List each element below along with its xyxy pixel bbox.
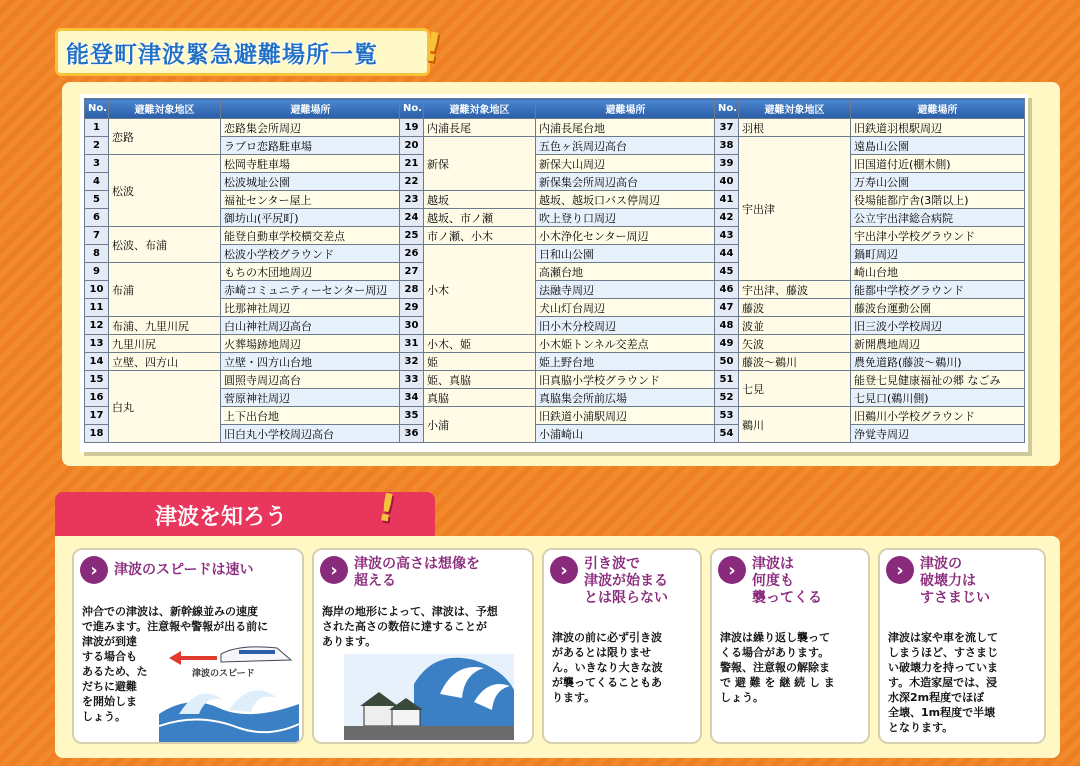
evacuation-place: 白山神社周辺高台 [221, 317, 401, 335]
arrow-right-icon: › [80, 556, 108, 584]
evacuation-place: 姫上野台地 [536, 353, 716, 371]
row-number: 41 [715, 191, 739, 209]
table-header-place: 避難場所 [851, 99, 1025, 119]
evacuation-place: 赤崎コミュニティーセンター周辺 [221, 281, 401, 299]
card-heading-row [886, 556, 1038, 607]
card-body: 沖合での津波は、新幹線並みの速度 で進みます。注意報や警報が出る前に 津波が到達 する場合も あるため、た だちに避難 を開始しま しょう。 [82, 605, 269, 723]
target-area: 布浦 [109, 263, 221, 317]
table-header-area: 避難対象地区 [424, 99, 536, 119]
evacuation-place: 上下出台地 [221, 407, 401, 425]
table-row [715, 137, 1025, 155]
row-number: 47 [715, 299, 739, 317]
row-number: 36 [400, 425, 424, 443]
card-illustration-caption: 津波のスピード [192, 669, 255, 679]
row-number: 28 [400, 281, 424, 299]
row-number: 2 [85, 137, 109, 155]
row-number: 25 [400, 227, 424, 245]
card-body: 津波は繰り返し襲って くる場合があります。 警報、注意報の解除ま で 避 難 を 継 続 し ま しょう。 [720, 631, 835, 704]
evacuation-place: 新開農地周辺 [851, 335, 1025, 353]
evacuation-place: 浄覚寺周辺 [851, 425, 1025, 443]
table-row [85, 119, 401, 137]
row-number: 22 [400, 173, 424, 191]
row-number: 17 [85, 407, 109, 425]
evacuation-place: 旧鵜川小学校グラウンド [851, 407, 1025, 425]
row-number: 42 [715, 209, 739, 227]
evacuation-place: 内浦長尾台地 [536, 119, 716, 137]
table-header-no: No. [85, 99, 109, 119]
row-number: 12 [85, 317, 109, 335]
row-number: 8 [85, 245, 109, 263]
evacuation-place: 真脇集会所前広場 [536, 389, 716, 407]
target-area: 矢波 [739, 335, 851, 353]
evacuation-place: 犬山灯台周辺 [536, 299, 716, 317]
table-row [85, 335, 401, 353]
target-area: 市ノ瀬、小木 [424, 227, 536, 245]
target-area: 姫、真脇 [424, 371, 536, 389]
bullet-train-wave-illustration [159, 642, 299, 742]
target-area: 宇出津 [739, 137, 851, 281]
evacuation-place: 新保大山周辺 [536, 155, 716, 173]
row-number: 23 [400, 191, 424, 209]
arrow-right-icon: › [550, 556, 578, 584]
row-number: 16 [85, 389, 109, 407]
row-number: 27 [400, 263, 424, 281]
section2-title-banner [55, 484, 435, 536]
row-number: 37 [715, 119, 739, 137]
row-number: 50 [715, 353, 739, 371]
table-row [85, 155, 401, 173]
evacuation-place: 越坂、越坂口バス停周辺 [536, 191, 716, 209]
evacuation-place: 万寿山公園 [851, 173, 1025, 191]
evacuation-place: 法融寺周辺 [536, 281, 716, 299]
target-area: 羽根 [739, 119, 851, 137]
table-row [400, 191, 716, 209]
evacuation-place: 旧真脇小学校グラウンド [536, 371, 716, 389]
evacuation-table-wrap [80, 94, 1028, 452]
evacuation-place: 火葬場跡地周辺 [221, 335, 401, 353]
evacuation-place: 崎山台地 [851, 263, 1025, 281]
info-card-height [312, 548, 534, 744]
table-header-place: 避難場所 [536, 99, 716, 119]
row-number: 3 [85, 155, 109, 173]
row-number: 30 [400, 317, 424, 335]
evacuation-place: 七見口(鵜川側) [851, 389, 1025, 407]
evacuation-place: 旧小木分校周辺 [536, 317, 716, 335]
table-row [715, 335, 1025, 353]
evacuation-place: 役場能都庁舎(3階以上) [851, 191, 1025, 209]
table-row [400, 137, 716, 155]
table-row [400, 371, 716, 389]
evacuation-place: 新保集会所周辺高台 [536, 173, 716, 191]
evacuation-place: ラブロ恋路駐車場 [221, 137, 401, 155]
evacuation-place: 松波城址公園 [221, 173, 401, 191]
evacuation-place: 五色ヶ浜周辺高台 [536, 137, 716, 155]
row-number: 26 [400, 245, 424, 263]
evacuation-place: 小浦崎山 [536, 425, 716, 443]
card-heading-row [718, 556, 862, 607]
card-heading-row [80, 556, 296, 584]
wave-over-houses-illustration [344, 654, 514, 740]
row-number: 43 [715, 227, 739, 245]
evacuation-place: 圓照寺周辺高台 [221, 371, 401, 389]
target-area: 真脇 [424, 389, 536, 407]
evacuation-place: 小木浄化センター周辺 [536, 227, 716, 245]
arrow-right-icon: › [886, 556, 914, 584]
row-number: 15 [85, 371, 109, 389]
row-number: 13 [85, 335, 109, 353]
evacuation-place: 旧三波小学校周辺 [851, 317, 1025, 335]
evacuation-place: 小木姫トンネル交差点 [536, 335, 716, 353]
evacuation-place: 比那神社周辺 [221, 299, 401, 317]
row-number: 19 [400, 119, 424, 137]
evacuation-place: 旧白丸小学校周辺高台 [221, 425, 401, 443]
evacuation-place: 遠島山公園 [851, 137, 1025, 155]
target-area: 藤波 [739, 299, 851, 317]
card-body: 津波の前に必ず引き波 があるとは限りませ ん。いきなり大きな波 が襲ってくることもあ ります。 [552, 631, 663, 704]
table-row [715, 353, 1025, 371]
table-row [400, 119, 716, 137]
evacuation-place: 吹上登り口周辺 [536, 209, 716, 227]
row-number: 21 [400, 155, 424, 173]
section2-title: 津波を知ろう [155, 505, 288, 530]
evacuation-table-col-1 [84, 98, 401, 443]
table-row [85, 353, 401, 371]
tsunami-info-panel [55, 536, 1060, 758]
row-number: 32 [400, 353, 424, 371]
table-row [715, 119, 1025, 137]
target-area: 姫 [424, 353, 536, 371]
row-number: 54 [715, 425, 739, 443]
exclamation-icon: ! [418, 23, 445, 73]
row-number: 46 [715, 281, 739, 299]
info-card-repeat [710, 548, 870, 744]
info-card-receding [542, 548, 702, 744]
row-number: 1 [85, 119, 109, 137]
target-area: 白丸 [109, 371, 221, 443]
evacuation-place: 高瀬台地 [536, 263, 716, 281]
evacuation-place: 能都中学校グラウンド [851, 281, 1025, 299]
evacuation-place: 日和山公園 [536, 245, 716, 263]
table-row [400, 389, 716, 407]
target-area: 小浦 [424, 407, 536, 443]
table-row [400, 407, 716, 425]
target-area: 新保 [424, 137, 536, 191]
card-body: 津波は家や車を流して しまうほど、すさまじ い破壊力を持っていま す。木造家屋では、浸 水深2m程度でほぼ 全壊、1m程度で半壊 となります。 [888, 631, 998, 734]
table-row [400, 353, 716, 371]
row-number: 10 [85, 281, 109, 299]
evacuation-place: 公立宇出津総合病院 [851, 209, 1025, 227]
evacuation-table-panel [62, 82, 1060, 466]
info-card-destruction [878, 548, 1046, 744]
evacuation-place: 旧鉄道羽根駅周辺 [851, 119, 1025, 137]
card-heading: 津波は 何度も 襲ってくる [752, 556, 822, 606]
table-header-no: No. [715, 99, 739, 119]
evacuation-place: 宇出津小学校グラウンド [851, 227, 1025, 245]
table-row [85, 263, 401, 281]
target-area: 九里川尻 [109, 335, 221, 353]
row-number: 39 [715, 155, 739, 173]
row-number: 51 [715, 371, 739, 389]
exclamation-icon: ! [374, 484, 400, 532]
target-area: 波並 [739, 317, 851, 335]
target-area: 藤波〜鵜川 [739, 353, 851, 371]
table-row [715, 281, 1025, 299]
card-heading: 津波の 破壊力は すさまじい [920, 556, 990, 606]
row-number: 34 [400, 389, 424, 407]
evacuation-place: 恋路集会所周辺 [221, 119, 401, 137]
target-area: 鵜川 [739, 407, 851, 443]
evacuation-place: 菅原神社周辺 [221, 389, 401, 407]
row-number: 44 [715, 245, 739, 263]
table-header-no: No. [400, 99, 424, 119]
evacuation-table-col-3 [714, 98, 1025, 443]
table-row [85, 317, 401, 335]
row-number: 18 [85, 425, 109, 443]
evacuation-place: 立壁・四方山台地 [221, 353, 401, 371]
table-row [400, 209, 716, 227]
row-number: 29 [400, 299, 424, 317]
evacuation-place: 松波小学校グラウンド [221, 245, 401, 263]
table-header-place: 避難場所 [221, 99, 401, 119]
row-number: 14 [85, 353, 109, 371]
evacuation-place: 福祉センター屋上 [221, 191, 401, 209]
table-row [400, 227, 716, 245]
row-number: 48 [715, 317, 739, 335]
row-number: 52 [715, 389, 739, 407]
row-number: 20 [400, 137, 424, 155]
info-card-speed [72, 548, 304, 744]
card-heading-row [550, 556, 694, 607]
evacuation-place: 松岡寺駐車場 [221, 155, 401, 173]
row-number: 4 [85, 173, 109, 191]
target-area: 松波、布浦 [109, 227, 221, 263]
row-number: 33 [400, 371, 424, 389]
evacuation-place: 能登自動車学校横交差点 [221, 227, 401, 245]
card-heading: 津波のスピードは速い [114, 562, 254, 578]
section1-title: 能登町津波緊急避難場所一覧 [66, 41, 378, 68]
row-number: 6 [85, 209, 109, 227]
table-row [400, 245, 716, 263]
evacuation-place: 能登七見健康福祉の郷 なごみ [851, 371, 1025, 389]
table-row [400, 335, 716, 353]
target-area: 小木 [424, 245, 536, 335]
evacuation-table-col-2 [399, 98, 716, 443]
target-area: 宇出津、藤波 [739, 281, 851, 299]
evacuation-place: 農免道路(藤波〜鵜川) [851, 353, 1025, 371]
target-area: 小木、姫 [424, 335, 536, 353]
row-number: 40 [715, 173, 739, 191]
card-heading: 津波の高さは想像を 超える [354, 556, 480, 589]
evacuation-place: 旧国道付近(棚木側) [851, 155, 1025, 173]
row-number: 35 [400, 407, 424, 425]
target-area: 越坂 [424, 191, 536, 209]
target-area: 越坂、市ノ瀬 [424, 209, 536, 227]
target-area: 内浦長尾 [424, 119, 536, 137]
table-header-area: 避難対象地区 [739, 99, 851, 119]
target-area: 立壁、四方山 [109, 353, 221, 371]
card-heading-row [320, 556, 526, 590]
row-number: 31 [400, 335, 424, 353]
target-area: 布浦、九里川尻 [109, 317, 221, 335]
table-row [715, 299, 1025, 317]
row-number: 53 [715, 407, 739, 425]
section1-title-banner [55, 23, 445, 76]
table-row [715, 407, 1025, 425]
row-number: 45 [715, 263, 739, 281]
row-number: 11 [85, 299, 109, 317]
evacuation-place: もちの木団地周辺 [221, 263, 401, 281]
arrow-right-icon: › [320, 556, 348, 584]
arrow-right-icon: › [718, 556, 746, 584]
target-area: 七見 [739, 371, 851, 407]
table-row [715, 371, 1025, 389]
row-number: 49 [715, 335, 739, 353]
table-row [85, 371, 401, 389]
row-number: 38 [715, 137, 739, 155]
card-body: 海岸の地形によって、津波は、予想 された高さの数倍に達することが あります。 [322, 605, 498, 648]
table-row [85, 227, 401, 245]
table-header-area: 避難対象地区 [109, 99, 221, 119]
row-number: 24 [400, 209, 424, 227]
row-number: 5 [85, 191, 109, 209]
target-area: 松波 [109, 155, 221, 227]
evacuation-place: 旧鉄道小浦駅周辺 [536, 407, 716, 425]
table-row [715, 317, 1025, 335]
evacuation-place: 鍋町周辺 [851, 245, 1025, 263]
evacuation-place: 藤波台運動公園 [851, 299, 1025, 317]
evacuation-place: 御坊山(平尻町) [221, 209, 401, 227]
card-heading: 引き波で 津波が始まる とは限らない [584, 556, 668, 606]
target-area: 恋路 [109, 119, 221, 155]
row-number: 9 [85, 263, 109, 281]
row-number: 7 [85, 227, 109, 245]
